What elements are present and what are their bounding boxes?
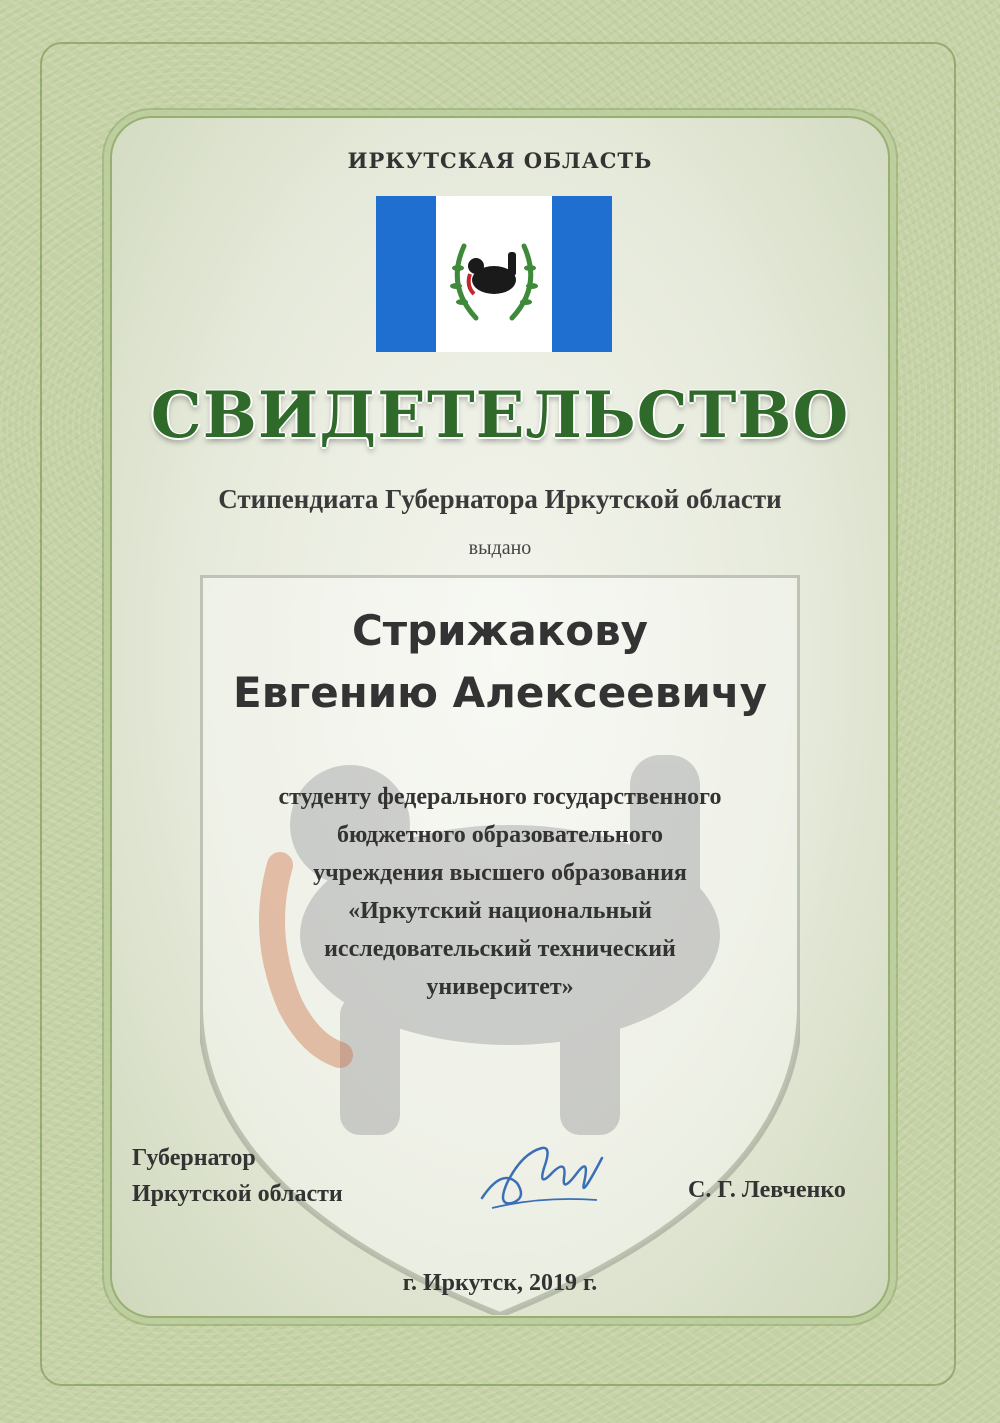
description-line: «Иркутский национальный xyxy=(348,898,652,924)
place-and-date: г. Иркутск, 2019 г. xyxy=(402,1270,598,1296)
description-line: бюджетного образовательного xyxy=(336,822,664,848)
description-line: студенту федерального государственного xyxy=(278,784,722,810)
certificate-title: СВИДЕТЕЛЬСТВО xyxy=(150,378,850,453)
description-line: исследовательский технический xyxy=(324,936,676,962)
region-heading: ИРКУТСКАЯ ОБЛАСТЬ xyxy=(347,148,653,173)
signatory-position-line: Губернатор xyxy=(132,1145,256,1171)
description-line: университет» xyxy=(426,974,574,1000)
issued-label: выдано xyxy=(468,537,532,559)
signatory-position xyxy=(132,1140,343,1212)
signatory-name: С. Г. Левченко xyxy=(688,1177,846,1203)
handwritten-signature xyxy=(472,1128,612,1218)
signatory-position-line: Иркутской области xyxy=(132,1181,343,1207)
irkutsk-flag-icon xyxy=(376,196,612,352)
recipient-surname: Стрижакову xyxy=(351,606,649,655)
recipient-given-names: Евгению Алексеевичу xyxy=(233,668,767,717)
description-line: учреждения высшего образования xyxy=(313,860,687,886)
recipient-description xyxy=(112,778,888,1006)
certificate-subtitle: Стипендиата Губернатора Иркутской области xyxy=(218,484,782,514)
